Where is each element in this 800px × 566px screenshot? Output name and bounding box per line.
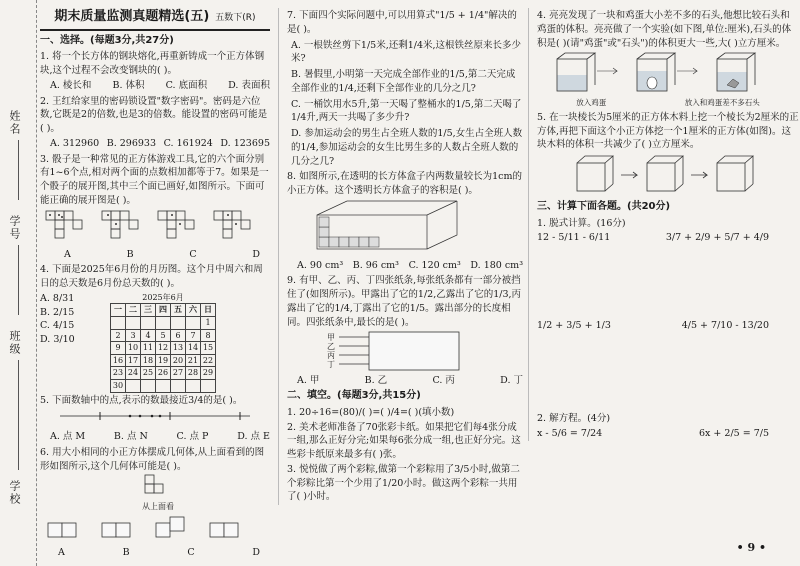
- option: A. 8/31: [40, 292, 75, 304]
- page-title: [40, 8, 270, 31]
- expression: 12 - 5/11 - 6/11: [537, 232, 611, 244]
- weekday: 六: [186, 304, 201, 317]
- weekday: 日: [201, 304, 216, 317]
- name-line: [18, 140, 19, 200]
- subtitle-text: 五数下(R): [215, 13, 256, 23]
- id-line: [18, 245, 19, 315]
- option: A. 甲: [297, 374, 320, 386]
- question-4: 4. 下面是2025年6月份的月历图。这个月中周六和周日的总天数是6月份总天数的( )。: [40, 264, 263, 290]
- day-cell: 12: [156, 342, 171, 355]
- day-cell: [186, 379, 201, 392]
- equation-row: [537, 427, 799, 441]
- calendar-table: [110, 303, 216, 392]
- fill-question-1: 1. 20÷16=(80)/( )=( )/4=( )(填小数): [287, 406, 455, 418]
- question-8-options: [297, 259, 523, 273]
- option: D. 点 E: [237, 431, 270, 443]
- number-line: [40, 408, 260, 424]
- equation: 6x + 2/5 = 7/5: [699, 428, 769, 440]
- day-cell: 20: [171, 354, 186, 367]
- option: C. 4/15: [40, 320, 75, 332]
- day-cell: 1: [201, 317, 216, 330]
- fill-question-2: 2. 美术老师准备了70张彩卡纸。如果把它们每4张分成一组,那么正好分完;如果每6张分成一组,也正好分完。这些彩卡纸原来最多有( )张。: [287, 421, 521, 461]
- strip-label: 丙: [327, 350, 335, 360]
- calendar-row: [111, 354, 216, 367]
- option: C. 底面积: [165, 79, 208, 91]
- question-4-options: [40, 292, 110, 393]
- transparent-box-figure: [297, 199, 497, 253]
- page-number: • 9 •: [736, 541, 766, 554]
- calendar-header-row: [111, 304, 216, 317]
- day-cell: 8: [201, 329, 216, 342]
- day-cell: 15: [201, 342, 216, 355]
- figure-label: 放入和鸡蛋差不多石头: [684, 98, 760, 108]
- day-cell: 21: [186, 354, 201, 367]
- calc-part-1-heading: 1. 脱式计算。(16分): [537, 217, 626, 229]
- day-cell: 5: [156, 329, 171, 342]
- question-7: 7. 下面四个实际问题中,可以用算式"1/5 + 1/4"解决的是( )。: [287, 10, 517, 35]
- question-8: 8. 如图所示,在透明的长方体盒子内两数量较长为1cm的小正方体。这个透明长方体盒子的容积是( )。: [287, 171, 522, 197]
- school-label: 学校: [8, 480, 21, 506]
- solid-figures: [40, 513, 260, 541]
- strip-label: 甲: [327, 332, 335, 342]
- question-3-options: [64, 248, 260, 262]
- day-cell: 26: [156, 367, 171, 380]
- strip-labels: [327, 333, 335, 369]
- section-choice-heading: 一、选择。(每题3分,共27分): [40, 34, 174, 46]
- question-4-body: [40, 292, 270, 393]
- option: B: [126, 248, 134, 260]
- day-cell: 3: [126, 329, 141, 342]
- day-cell: 24: [126, 367, 141, 380]
- student-info-margin: [0, 0, 37, 566]
- day-cell: [171, 379, 186, 392]
- option: A: [64, 248, 71, 260]
- day-cell: [156, 317, 171, 330]
- question-7-option-b: B. 暑假里,小明第一天完成全部作业的1/5,第二天完成全部作业的1/4,还剩下全部作业的几分之几?: [291, 69, 516, 94]
- calendar-row: [111, 367, 216, 380]
- student-id-label: 学号: [8, 215, 21, 241]
- fill-question-4: 4. 亮亮发现了一块和鸡蛋大小差不多的石头,他想比较石头和鸡蛋的体积。亮亮做了一个实验(如下图,单位:厘米),石头的体积是( )(请"鸡蛋"或"石头")的体积更大一些,大( )立方厘米。: [537, 10, 792, 49]
- option: B. 体积: [112, 79, 145, 91]
- option: B: [122, 546, 130, 558]
- question-7-option-d: D. 参加运动会的男生占全班人数的1/5,女生占全班人数的1/4,参加运动会的女生比男生多的人数占全班人数的几分之几?: [291, 128, 523, 167]
- question-9: 9. 有甲、乙、丙、丁四张纸条,每张纸条都有一部分被挡住了(如图所示)。甲露出了它的1/2,乙露出了它的1/3,丙露出了它的1/4,丁露出了它的1/5。露出部分的长度相同。四张纸条中,最长的是( )。: [287, 275, 522, 328]
- paper-strips-figure: [327, 331, 523, 373]
- option: C. 120 cm³: [408, 259, 461, 271]
- figure-labels: [537, 98, 799, 109]
- day-cell: 6: [171, 329, 186, 342]
- question-5-options: [50, 430, 270, 444]
- day-cell: 19: [156, 354, 171, 367]
- day-cell: 18: [141, 354, 156, 367]
- strip-label: 丁: [327, 359, 335, 369]
- class-line: [18, 360, 19, 470]
- day-cell: 25: [141, 367, 156, 380]
- option: B. 296933: [106, 137, 157, 149]
- question-2: 2. 王红给家里的密码锁设置"数字密码"。密码是六位数,它既是2的倍数,也是3的倍数。能设置的密码可能是( )。: [40, 95, 268, 135]
- weekday: 一: [111, 304, 126, 317]
- day-cell: 30: [111, 379, 126, 392]
- cube-cutting-figure: [537, 153, 787, 193]
- option: D: [252, 546, 260, 558]
- day-cell: 29: [201, 367, 216, 380]
- day-cell: 27: [171, 367, 186, 380]
- option: B. 点 N: [113, 431, 148, 443]
- day-cell: [126, 379, 141, 392]
- day-cell: 13: [171, 342, 186, 355]
- day-cell: 11: [141, 342, 156, 355]
- option: D. 表面积: [228, 79, 270, 91]
- question-1: 1. 将一个长方体的钢块熔化,再重新铸成一个正方体钢块,这个过程不会改变钢块的( )。: [40, 51, 265, 77]
- option: C: [187, 546, 195, 558]
- question-9-options: [297, 374, 523, 388]
- option: C. 点 P: [176, 431, 209, 443]
- option: A. 点 M: [50, 431, 86, 443]
- day-cell: 17: [126, 354, 141, 367]
- expression: 1/2 + 3/5 + 1/3: [537, 320, 611, 332]
- expression: 4/5 + 7/10 - 13/20: [681, 320, 769, 332]
- title-text: 期末质量监测真题精选(五): [54, 9, 210, 24]
- day-cell: [141, 317, 156, 330]
- option: D. 3/10: [40, 334, 75, 346]
- weekday: 二: [126, 304, 141, 317]
- class-label: 班级: [8, 330, 21, 356]
- calendar-row: [111, 379, 216, 392]
- option: A: [58, 546, 65, 558]
- day-cell: 4: [141, 329, 156, 342]
- weekday: 四: [156, 304, 171, 317]
- option: D. 丁: [500, 374, 523, 386]
- day-cell: 23: [111, 367, 126, 380]
- option: C: [189, 248, 197, 260]
- name-label: 姓名: [8, 110, 21, 136]
- calc-part-2-heading: 2. 解方程。(4分): [537, 413, 611, 425]
- day-cell: [111, 317, 126, 330]
- strips-and-cover: [339, 331, 479, 371]
- option: D. 123695: [220, 137, 270, 149]
- section-calc-heading: 三、计算下面各题。(共20分): [537, 201, 671, 212]
- option: D: [252, 248, 260, 260]
- question-3: 3. 骰子是一种常见的正方体游戏工具,它的六个面分别有1~6个点,相对两个面的点数相加都等于7。如果是一个骰子的展开图,其中三个面已画好,如图所示。下面可能正确的展开图是( )。: [40, 153, 269, 206]
- day-cell: 7: [186, 329, 201, 342]
- calendar-row: [111, 342, 216, 355]
- weekday: 五: [171, 304, 186, 317]
- calc-row-1: [537, 231, 799, 319]
- dice-net-figures: [40, 209, 260, 243]
- column-1: [40, 8, 270, 559]
- day-cell: [186, 317, 201, 330]
- weekday: 三: [141, 304, 156, 317]
- strip-label: 乙: [327, 341, 335, 351]
- day-cell: [126, 317, 141, 330]
- day-cell: 9: [111, 342, 126, 355]
- day-cell: [171, 317, 186, 330]
- question-6-options: [58, 546, 260, 560]
- fill-question-5: 5. 在一块棱长为5厘米的正方体木料上挖一个棱长为2厘米的正方体,再把下面这个小正方体挖一个1厘米的正方体(如图)。这块木料的体积一共减少了( )立方厘米。: [537, 111, 799, 151]
- equation: x - 5/6 = 7/24: [537, 428, 603, 440]
- calendar-row: [111, 329, 216, 342]
- option: A. 棱长和: [50, 79, 92, 91]
- column-2: [278, 8, 523, 505]
- day-cell: 10: [126, 342, 141, 355]
- expression: 3/7 + 2/9 + 5/7 + 4/9: [665, 232, 769, 244]
- section-fill-heading: 二、填空。(每题3分,共15分): [287, 390, 421, 402]
- option: C. 丙: [432, 374, 455, 386]
- option: B. 2/15: [40, 306, 75, 318]
- day-cell: 16: [111, 354, 126, 367]
- question-5: 5. 下面数轴中的点,表示的数最接近3/4的是( )。: [40, 394, 243, 406]
- option: B. 乙: [364, 374, 388, 386]
- question-2-options: [50, 137, 270, 151]
- question-7-option-c: C. 一桶饮用水5升,第一天喝了整桶水的1/5,第二天喝了1/4升,两天一共喝了多少升?: [291, 98, 522, 124]
- calendar-row: [111, 317, 216, 330]
- question-7-option-a: A. 一根铁丝剪下1/5米,还剩1/4米,这根铁丝原来长多少米?: [291, 39, 522, 65]
- day-cell: [141, 379, 156, 392]
- option: C. 161924: [163, 137, 213, 149]
- option: A. 90 cm³: [297, 259, 344, 271]
- day-cell: 14: [186, 342, 201, 355]
- top-view-caption: 从上面看: [142, 502, 174, 512]
- calendar: [110, 292, 216, 393]
- fill-question-3: 3. 悦悦做了两个彩粽,做第一个彩粽用了3/5小时,做第二个彩粽比第一个少用了1/20小时。做这两个彩粽一共用了( )小时。: [287, 463, 520, 503]
- day-cell: 2: [111, 329, 126, 342]
- option: A. 312960: [50, 137, 100, 149]
- question-1-options: [50, 79, 270, 93]
- question-6: 6. 用大小相同的小正方体摆成几何体,从上面看到的图形如图所示,这个几何体可能是( )。: [40, 446, 265, 472]
- day-cell: 22: [201, 354, 216, 367]
- day-cell: [201, 379, 216, 392]
- water-displacement-figure: [537, 51, 787, 95]
- calc-row-2: [537, 319, 799, 411]
- day-cell: 28: [186, 367, 201, 380]
- column-3: [528, 8, 799, 441]
- figure-label: 放入鸡蛋: [576, 98, 607, 108]
- day-cell: [156, 379, 171, 392]
- option: B. 96 cm³: [352, 259, 399, 271]
- option: D. 180 cm³: [470, 259, 523, 271]
- top-view-figure: [135, 474, 195, 500]
- calendar-title: 2025年6月: [142, 292, 184, 302]
